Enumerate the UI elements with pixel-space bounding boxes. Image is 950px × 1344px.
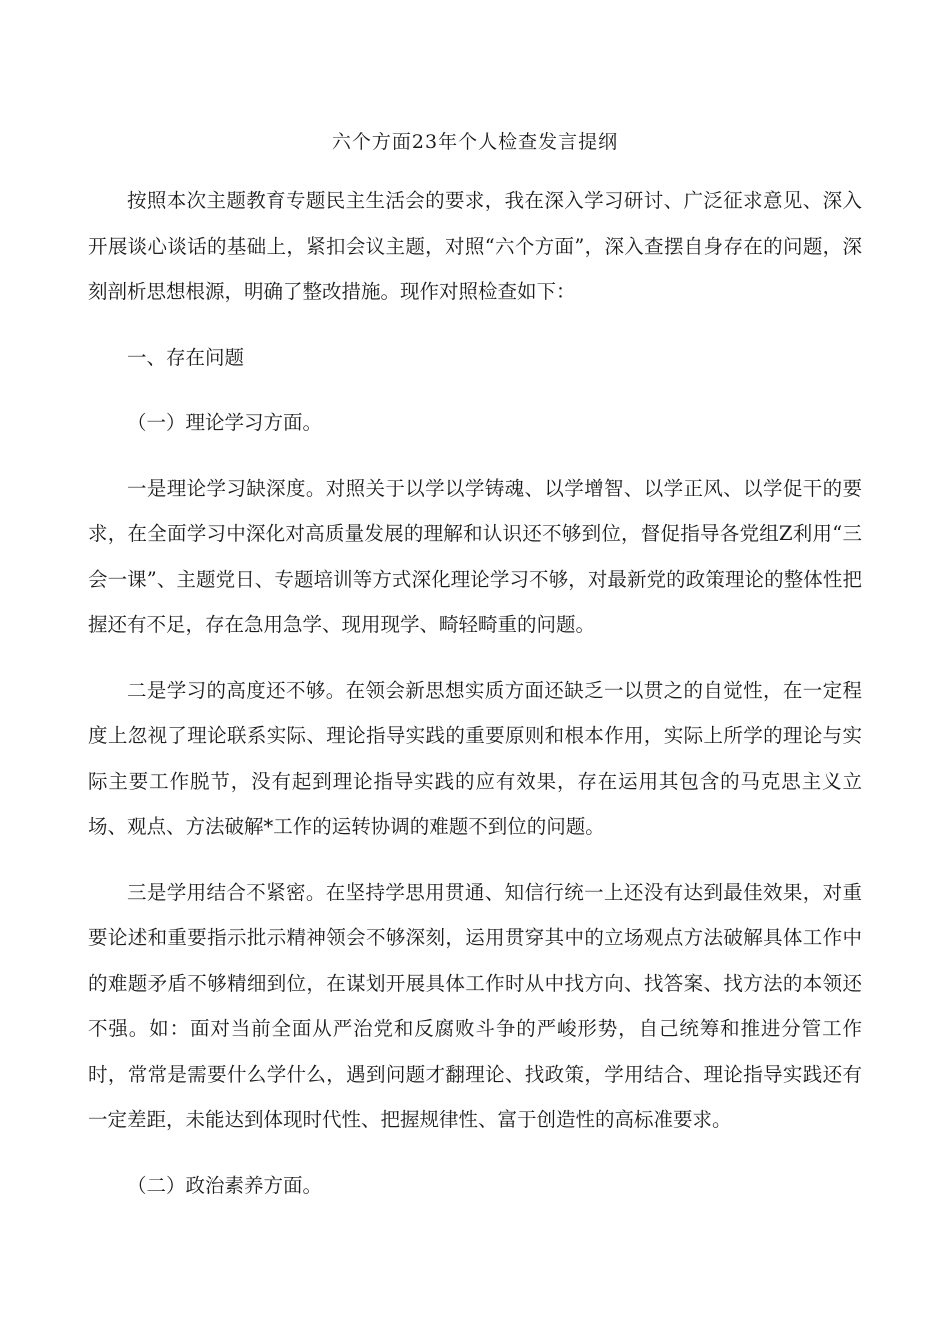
section-heading-problems: 一、存在问题 — [127, 345, 245, 369]
document-body — [88, 178, 862, 1208]
body-paragraph: 三是学用结合不紧密。在坚持学思用贯通、知信行统一上还没有达到最佳效果，对重要论述和重要指示批示精神领会不够深刻，运用贯穿其中的立场观点方法破解具体工作中的难题矛盾不够精细到位，在谋划开展具体工作时从中找方向、找答案、找方法的本领还不强。如：面对当前全面从严治党和反腐败斗争的严峻形势，自己统筹和推进分管工作时，常常是需要什么学什么，遇到问题才翻理论、找政策，学用结合、理论指导实践还有一定差距，未能达到体现时代性、把握规律性、富于创造性的高标准要求。 — [88, 880, 862, 1131]
body-paragraph: 一是理论学习缺深度。对照关于以学以学铸魂、以学增智、以学正风、以学促干的要求，在全面学习中深化对高质量发展的理解和认识还不够到位，督促指导各党组Z利用“三会一课”、主题党日、专题培训等方式深化理论学习不够，对最新党的政策理论的整体性把握还有不足，存在急用急学、现用现学、畸轻畸重的问题。 — [88, 476, 862, 636]
subsection-heading-political-literacy: （二）政治素养方面。 — [127, 1173, 323, 1197]
intro-paragraph: 按照本次主题教育专题民主生活会的要求，我在深入学习研讨、广泛征求意见、深入开展谈心谈话的基础上，紧扣会议主题，对照“六个方面”，深入查摆自身存在的问题，深刻剖析思想根源，明确了整改措施。现作对照检查如下： — [88, 189, 862, 303]
subsection-heading-theory-study: （一）理论学习方面。 — [127, 411, 323, 434]
body-paragraph: 二是学习的高度还不够。在领会新思想实质方面还缺乏一以贯之的自觉性，在一定程度上忽视了理论联系实际、理论指导实践的重要原则和根本作用，实际上所学的理论与实际主要工作脱节，没有起到理论指导实践的应有效果，存在运用其包含的马克思主义立场、观点、方法破解*工作的运转协调的难题不到位的问题。 — [88, 678, 862, 838]
document-title: 六个方面23年个人检查发言提纲 — [331, 131, 619, 153]
